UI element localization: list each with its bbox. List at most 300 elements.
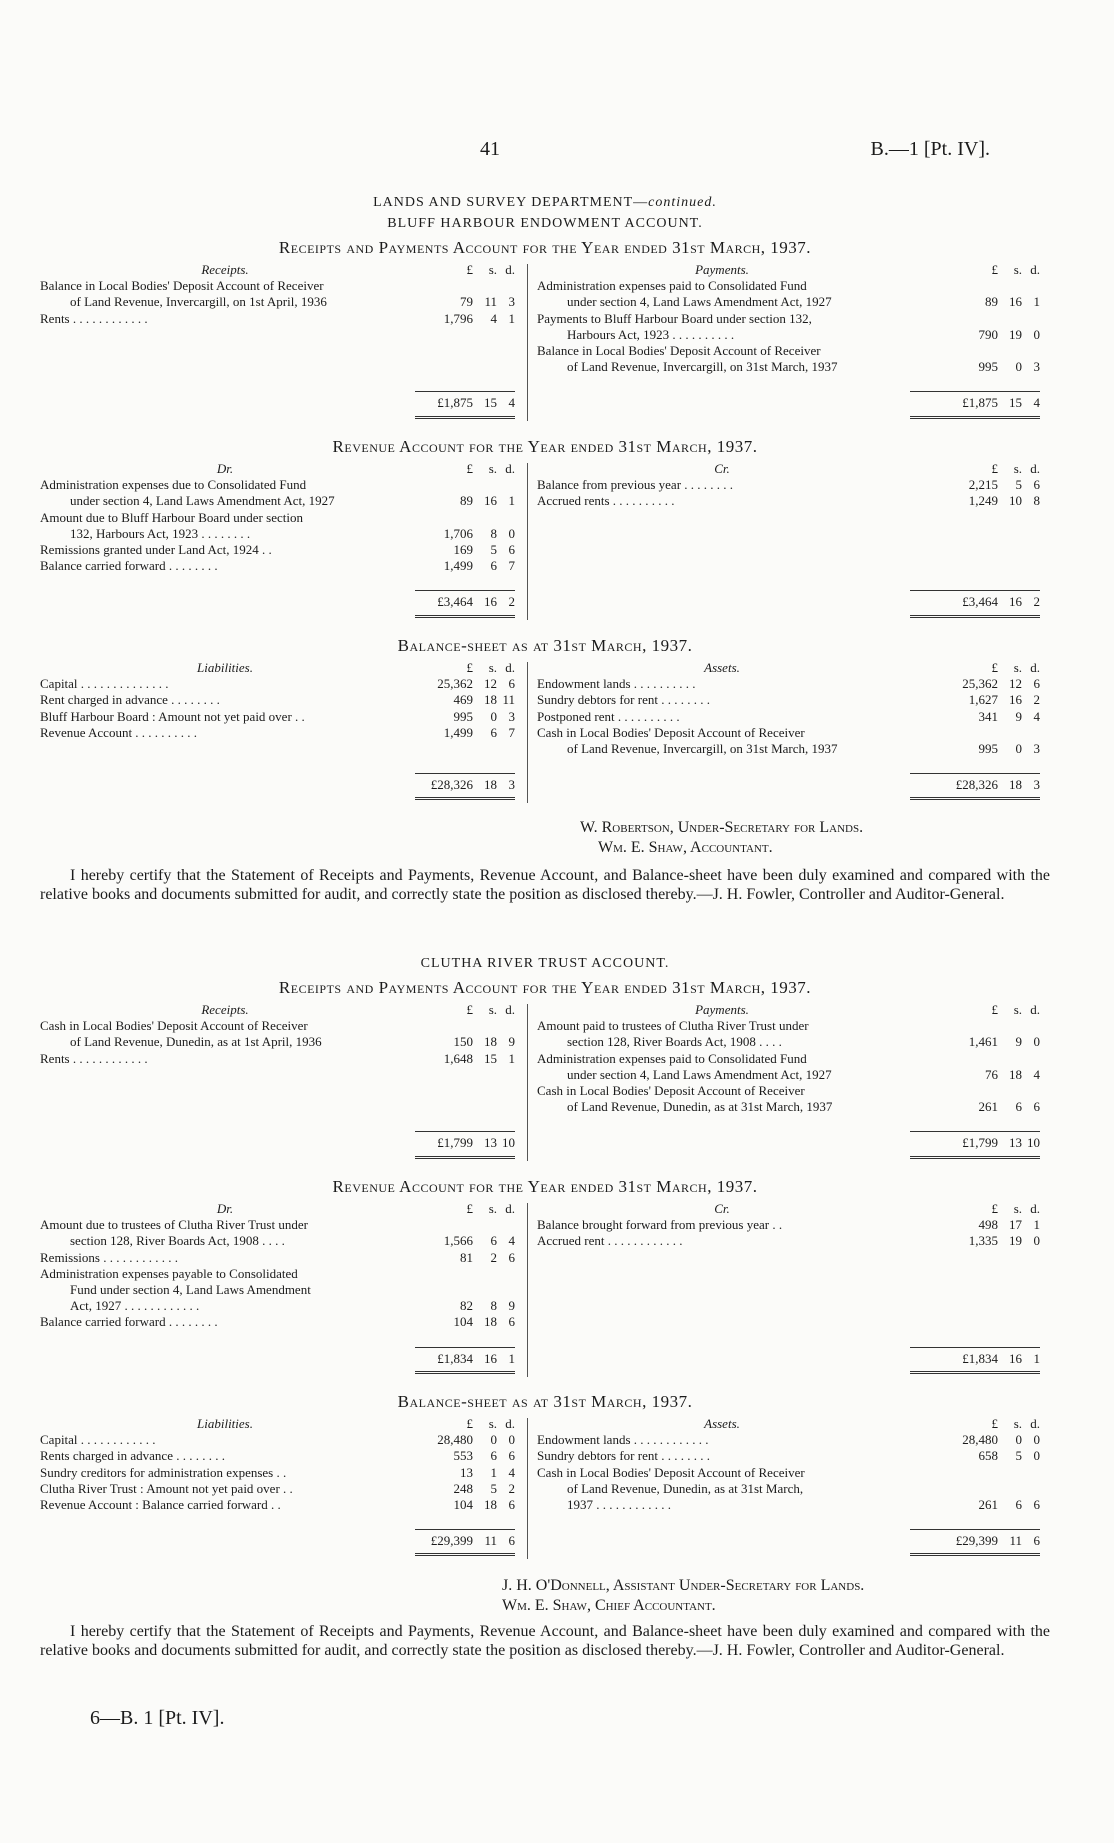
amount-p: £1,834	[962, 1350, 998, 1366]
amount-p: £	[991, 1002, 998, 1017]
amount-d: 6	[1033, 1099, 1040, 1115]
amount-d: 0	[508, 525, 515, 541]
amount-p: £	[991, 461, 998, 476]
entry-text: Balance carried forward . . . . . . . .	[40, 558, 218, 574]
amount-d: d.	[505, 461, 515, 476]
amount-d: 7	[508, 558, 515, 574]
entry-text: Harbours Act, 1923 . . . . . . . . . .	[567, 326, 735, 342]
amount-d: 6	[1033, 1496, 1040, 1512]
currency-heading	[415, 660, 515, 676]
amount-s: 5	[1015, 1448, 1022, 1464]
amount-d: 0	[1033, 326, 1040, 342]
entry-amount	[415, 1448, 515, 1464]
amount-s: s.	[488, 1201, 497, 1216]
amount-p: £	[466, 262, 473, 277]
column-heading: Dr.	[216, 1201, 234, 1216]
entry-amount	[910, 1448, 1040, 1464]
page-header	[40, 138, 1050, 168]
amount-d: d.	[1030, 660, 1040, 675]
entry-text: under section 4, Land Laws Amendment Act, 1927	[70, 493, 335, 509]
amount-p: 76	[985, 1066, 998, 1082]
entry-text: Cash in Local Bodies' Deposit Account of Receiver	[537, 1464, 805, 1480]
entry-amount	[415, 1298, 515, 1314]
left-entries	[40, 1002, 410, 1067]
currency-heading	[910, 461, 1040, 477]
amount-d: 1	[508, 1050, 515, 1066]
amount-p: 1,499	[443, 558, 473, 574]
bluff-receipts-payments-table	[40, 262, 1050, 421]
entry-text: Capital . . . . . . . . . . . . . .	[40, 676, 169, 692]
total-amount	[415, 391, 515, 418]
right-amounts	[910, 1002, 1040, 1151]
entry-amount	[910, 709, 1040, 725]
amount-d: 8	[1033, 493, 1040, 509]
amount-p: £	[466, 461, 473, 476]
entry-amount	[415, 526, 515, 542]
amount-spacer	[415, 278, 515, 294]
entry-text: section 128, River Boards Act, 1908 . . . .	[70, 1233, 285, 1249]
amount-spacer	[415, 1018, 515, 1034]
amount-p: £	[466, 1416, 473, 1431]
amount-s: 19	[1009, 326, 1022, 342]
amount-s: 15	[484, 1050, 497, 1066]
clutha-revenue-title: Revenue Account for the Year ended 31st March, 1937.	[332, 1177, 758, 1196]
amount-d: d.	[1030, 262, 1040, 277]
amount-s: 18	[1009, 777, 1022, 793]
amount-s: 15	[1009, 395, 1022, 411]
amount-p: 28,480	[962, 1432, 998, 1448]
amount-p: £3,464	[437, 594, 473, 610]
entry-text: Amount due to Bluff Harbour Board under section	[40, 509, 303, 525]
clutha-balance-sheet-table	[40, 1416, 1050, 1559]
left-amounts	[415, 1416, 515, 1549]
amount-d: 6	[508, 1314, 515, 1330]
amount-d: 9	[508, 1034, 515, 1050]
amount-d: 6	[508, 541, 515, 557]
signature-line: Wm. E. Shaw, Chief Accountant.	[502, 1597, 716, 1614]
amount-spacer	[910, 343, 1040, 359]
right-entries	[537, 461, 907, 510]
amount-spacer	[910, 278, 1040, 294]
currency-heading	[415, 1416, 515, 1432]
amount-p: 1,566	[443, 1233, 473, 1249]
entry-text: Revenue Account . . . . . . . . . .	[40, 724, 198, 740]
amount-p: 469	[453, 692, 473, 708]
column-heading: Assets.	[704, 1416, 740, 1431]
entry-text: Cash in Local Bodies' Deposit Account of Receiver	[40, 1018, 308, 1034]
amount-p: 28,480	[437, 1432, 473, 1448]
amount-s: s.	[488, 262, 497, 277]
entry-text: Balance in Local Bodies' Deposit Account of Receiver	[40, 278, 324, 294]
right-amounts	[910, 660, 1040, 793]
amount-p: £	[466, 660, 473, 675]
entry-amount	[910, 1233, 1040, 1249]
amount-p: 1,335	[968, 1233, 998, 1249]
amount-s: 8	[490, 525, 497, 541]
amount-s: 17	[1009, 1217, 1022, 1233]
amount-d: 3	[1033, 740, 1040, 756]
amount-s: s.	[1013, 1002, 1022, 1017]
amount-d: 7	[508, 724, 515, 740]
entry-text: of Land Revenue, Invercargill, on 31st March, 1937	[567, 359, 838, 375]
amount-s: 19	[1009, 1233, 1022, 1249]
page-number: 41	[480, 138, 500, 160]
amount-d: 6	[508, 1496, 515, 1512]
left-entries	[40, 660, 410, 741]
entry-text: Accrued rent . . . . . . . . . . . .	[537, 1233, 683, 1249]
entry-text: Bluff Harbour Board : Amount not yet paid over . .	[40, 708, 305, 724]
left-amounts	[415, 461, 515, 610]
right-entries	[537, 1416, 907, 1513]
entry-amount	[910, 359, 1040, 375]
left-amounts	[415, 262, 515, 411]
amount-s: 18	[1009, 1066, 1022, 1082]
entry-text: 132, Harbours Act, 1923 . . . . . . . .	[70, 525, 251, 541]
amount-p: £	[466, 1002, 473, 1017]
currency-heading	[910, 1002, 1040, 1018]
amount-spacer	[910, 1083, 1040, 1099]
currency-heading	[415, 262, 515, 278]
entry-amount	[415, 1497, 515, 1513]
amount-spacer	[910, 1018, 1040, 1034]
entry-text: Clutha River Trust : Amount not yet paid over . .	[40, 1480, 293, 1496]
column-heading: Payments.	[695, 1002, 749, 1017]
entry-text: Rents . . . . . . . . . . . .	[40, 310, 148, 326]
amount-s: 5	[490, 1480, 497, 1496]
amount-s: 4	[490, 310, 497, 326]
amount-s: s.	[1013, 660, 1022, 675]
amount-d: d.	[505, 660, 515, 675]
total-amount	[910, 590, 1040, 617]
amount-p: 1,648	[443, 1050, 473, 1066]
column-divider	[527, 1418, 528, 1559]
amount-d: d.	[505, 1416, 515, 1431]
entry-text: Fund under section 4, Land Laws Amendment	[70, 1281, 311, 1297]
amount-p: 261	[978, 1496, 998, 1512]
bluff-balance-sheet-table	[40, 660, 1050, 803]
entry-text: Endowment lands . . . . . . . . . .	[537, 676, 696, 692]
amount-p: 1,249	[968, 493, 998, 509]
total-amount	[910, 1131, 1040, 1158]
entry-amount	[910, 1034, 1040, 1050]
amount-d: 4	[508, 395, 515, 411]
right-amounts	[910, 1416, 1040, 1549]
amount-s: s.	[488, 1416, 497, 1431]
column-divider	[527, 463, 528, 620]
entry-text: Sundry debtors for rent . . . . . . . .	[537, 1448, 710, 1464]
amount-p: 790	[978, 326, 998, 342]
amount-s: 6	[1015, 1099, 1022, 1115]
total-amount	[910, 391, 1040, 418]
amount-d: 6	[1033, 1533, 1040, 1549]
right-entries	[537, 660, 907, 757]
left-amounts	[415, 1201, 515, 1366]
entry-text: Rents . . . . . . . . . . . .	[40, 1050, 148, 1066]
currency-heading	[910, 1201, 1040, 1217]
amount-s: 6	[490, 724, 497, 740]
entry-amount	[910, 741, 1040, 757]
total-amount	[415, 1529, 515, 1556]
entry-text: Administration expenses paid to Consolidated Fund	[537, 278, 807, 294]
amount-p: £28,326	[430, 777, 473, 793]
amount-p: 13	[460, 1464, 473, 1480]
entry-amount	[910, 1067, 1040, 1083]
page-signature-mark: 6—B. 1 [Pt. IV].	[90, 1707, 225, 1729]
amount-s: 16	[484, 594, 497, 610]
clutha-audit-certificate: I hereby certify that the Statement of Receipts and Payments, Revenue Account, and Balance-sheet have been duly examined and compared with the relative books and documents submitted for audit, and correctly state the position as disclosed thereby.—J. H. Fowler, Controller and Auditor-General.	[40, 1623, 1050, 1659]
column-divider	[527, 1004, 528, 1161]
entry-amount	[415, 725, 515, 741]
amount-s: 8	[490, 1298, 497, 1314]
entry-text: Postponed rent . . . . . . . . . .	[537, 708, 680, 724]
amount-d: 1	[508, 1350, 515, 1366]
right-amounts	[910, 262, 1040, 411]
amount-d: 3	[508, 777, 515, 793]
bluff-receipts-payments-title: Receipts and Payments Account for the Year ended 31st March, 1937.	[278, 238, 812, 257]
entry-amount	[415, 1250, 515, 1266]
amount-d: 2	[508, 1480, 515, 1496]
amount-s: 12	[1009, 676, 1022, 692]
entry-amount	[910, 493, 1040, 509]
entry-text: Amount due to trustees of Clutha River Trust under	[40, 1217, 308, 1233]
entry-text: Remissions . . . . . . . . . . . .	[40, 1249, 178, 1265]
bluff-account-title: BLUFF HARBOUR ENDOWMENT ACCOUNT.	[387, 216, 703, 231]
entry-text: Balance in Local Bodies' Deposit Account of Receiver	[537, 342, 821, 358]
entry-text: Balance carried forward . . . . . . . .	[40, 1314, 218, 1330]
amount-p: 1,499	[443, 724, 473, 740]
amount-p: 89	[985, 294, 998, 310]
amount-s: 13	[1009, 1135, 1022, 1151]
department-heading: LANDS AND SURVEY DEPARTMENT—continued.	[373, 195, 717, 210]
clutha-receipts-payments-title: Receipts and Payments Account for the Year ended 31st March, 1937.	[278, 978, 812, 997]
right-entries	[537, 262, 907, 375]
amount-d: 4	[508, 1233, 515, 1249]
entry-amount	[910, 692, 1040, 708]
amount-p: 79	[460, 294, 473, 310]
amount-s: 15	[484, 395, 497, 411]
amount-spacer	[415, 477, 515, 493]
total-amount	[415, 1131, 515, 1158]
total-amount	[910, 1347, 1040, 1374]
column-heading: Liabilities.	[197, 1416, 253, 1431]
amount-d: d.	[505, 262, 515, 277]
column-divider	[527, 662, 528, 803]
entry-text: Amount paid to trustees of Clutha River Trust under	[537, 1018, 809, 1034]
entry-text: under section 4, Land Laws Amendment Act, 1927	[567, 1066, 832, 1082]
amount-s: 5	[1015, 477, 1022, 493]
amount-d: 0	[508, 1432, 515, 1448]
column-heading: Receipts.	[201, 1002, 249, 1017]
amount-d: 4	[1033, 1066, 1040, 1082]
amount-s: 18	[484, 777, 497, 793]
entry-text: Revenue Account : Balance carried forward . .	[40, 1496, 281, 1512]
amount-p: 25,362	[437, 676, 473, 692]
column-divider	[527, 264, 528, 421]
amount-s: 18	[484, 1314, 497, 1330]
amount-s: s.	[1013, 262, 1022, 277]
right-amounts	[910, 1201, 1040, 1366]
left-entries	[40, 262, 410, 327]
amount-d: 1	[1033, 1217, 1040, 1233]
entry-amount	[910, 676, 1040, 692]
signature-line: Wm. E. Shaw, Accountant.	[598, 839, 773, 856]
left-entries	[40, 1416, 410, 1513]
amount-p: £	[991, 262, 998, 277]
entry-amount	[910, 477, 1040, 493]
amount-d: d.	[505, 1002, 515, 1017]
entry-text: Cash in Local Bodies' Deposit Account of Receiver	[537, 1082, 805, 1098]
bluff-signatures	[580, 818, 863, 858]
entry-text: Sundry debtors for rent . . . . . . . .	[537, 692, 710, 708]
amount-d: d.	[1030, 461, 1040, 476]
left-entries	[40, 461, 410, 574]
amount-d: d.	[1030, 1002, 1040, 1017]
amount-s: 5	[490, 541, 497, 557]
entry-text: Balance brought forward from previous year . .	[537, 1217, 783, 1233]
amount-spacer	[415, 510, 515, 526]
amount-p: 104	[453, 1314, 473, 1330]
amount-p: 104	[453, 1496, 473, 1512]
amount-p: £	[991, 660, 998, 675]
amount-p: £	[466, 1201, 473, 1216]
amount-d: 10	[502, 1135, 515, 1151]
entry-amount	[415, 493, 515, 509]
amount-s: 6	[490, 1233, 497, 1249]
amount-s: 10	[1009, 493, 1022, 509]
amount-d: 1	[508, 310, 515, 326]
amount-d: 0	[1033, 1432, 1040, 1448]
currency-heading	[415, 461, 515, 477]
amount-p: £1,875	[437, 395, 473, 411]
entry-text: section 128, River Boards Act, 1908 . . . .	[567, 1034, 782, 1050]
entry-text: Endowment lands . . . . . . . . . . . .	[537, 1432, 709, 1448]
amount-d: 6	[508, 676, 515, 692]
amount-p: 82	[460, 1298, 473, 1314]
amount-spacer	[910, 725, 1040, 741]
amount-p: 995	[978, 740, 998, 756]
amount-d: 4	[1033, 708, 1040, 724]
entry-text: Rents charged in advance . . . . . . . .	[40, 1448, 225, 1464]
right-amounts	[910, 461, 1040, 610]
column-heading: Cr.	[714, 1201, 730, 1216]
amount-s: 6	[490, 1448, 497, 1464]
document-reference: B.—1 [Pt. IV].	[870, 138, 990, 160]
entry-amount	[415, 542, 515, 558]
amount-p: 658	[978, 1448, 998, 1464]
entry-amount	[910, 1432, 1040, 1448]
amount-d: 1	[1033, 294, 1040, 310]
amount-p: 553	[453, 1448, 473, 1464]
signature-line: J. H. O'Donnell, Assistant Under-Secretary for Lands.	[502, 1577, 865, 1594]
entry-text: under section 4, Land Laws Amendment Act, 1927	[567, 294, 832, 310]
entry-text: of Land Revenue, Invercargill, on 31st March, 1937	[567, 740, 838, 756]
amount-d: 1	[508, 493, 515, 509]
amount-s: 11	[484, 1533, 497, 1549]
amount-d: 6	[508, 1448, 515, 1464]
amount-s: 0	[490, 708, 497, 724]
amount-p: 261	[978, 1099, 998, 1115]
entry-text: Administration expenses due to Consolidated Fund	[40, 477, 307, 493]
entry-amount	[415, 558, 515, 574]
currency-heading	[415, 1201, 515, 1217]
amount-s: 16	[1009, 594, 1022, 610]
amount-spacer	[415, 1282, 515, 1298]
amount-s: 18	[484, 1034, 497, 1050]
amount-d: 0	[1033, 1034, 1040, 1050]
amount-d: 6	[508, 1249, 515, 1265]
amount-p: 1,706	[443, 525, 473, 541]
entry-amount	[415, 709, 515, 725]
entry-amount	[415, 1233, 515, 1249]
amount-spacer	[415, 1217, 515, 1233]
amount-spacer	[910, 1481, 1040, 1497]
amount-d: 3	[1033, 359, 1040, 375]
amount-s: 11	[484, 294, 497, 310]
amount-s: 6	[1015, 1496, 1022, 1512]
amount-spacer	[910, 1051, 1040, 1067]
amount-spacer	[910, 1465, 1040, 1481]
amount-p: £	[991, 1201, 998, 1216]
total-amount	[910, 773, 1040, 800]
amount-d: 2	[1033, 594, 1040, 610]
amount-p: 995	[978, 359, 998, 375]
amount-spacer	[910, 311, 1040, 327]
amount-p: 248	[453, 1480, 473, 1496]
left-amounts	[415, 660, 515, 793]
amount-s: s.	[488, 1002, 497, 1017]
bluff-balance-sheet-title: Balance-sheet as at 31st March, 1937.	[397, 636, 693, 655]
amount-d: 0	[1033, 1233, 1040, 1249]
amount-d: 6	[1033, 676, 1040, 692]
amount-d: 2	[508, 594, 515, 610]
amount-s: 11	[1009, 1533, 1022, 1549]
amount-d: 4	[1033, 395, 1040, 411]
amount-s: 6	[490, 558, 497, 574]
currency-heading	[910, 660, 1040, 676]
amount-s: s.	[488, 461, 497, 476]
right-entries	[537, 1201, 907, 1250]
entry-amount	[910, 1099, 1040, 1115]
amount-s: 18	[484, 1496, 497, 1512]
clutha-balance-sheet-title: Balance-sheet as at 31st March, 1937.	[397, 1392, 693, 1411]
amount-p: 89	[460, 493, 473, 509]
entry-amount	[910, 1497, 1040, 1513]
entry-amount	[415, 311, 515, 327]
right-entries	[537, 1002, 907, 1115]
entry-amount	[415, 1314, 515, 1330]
entry-text: Accrued rents . . . . . . . . . .	[537, 493, 675, 509]
entry-amount	[415, 692, 515, 708]
entry-text: of Land Revenue, Dunedin, as at 1st April, 1936	[70, 1034, 322, 1050]
bluff-revenue-table	[40, 461, 1050, 620]
amount-s: 16	[1009, 294, 1022, 310]
entry-text: Sundry creditors for administration expenses . .	[40, 1464, 287, 1480]
amount-p: £1,834	[437, 1350, 473, 1366]
currency-heading	[910, 262, 1040, 278]
amount-d: d.	[505, 1201, 515, 1216]
amount-p: 1,461	[968, 1034, 998, 1050]
amount-s: 16	[484, 1350, 497, 1366]
entry-amount	[415, 676, 515, 692]
entry-text: Rent charged in advance . . . . . . . .	[40, 692, 220, 708]
entry-text: 1937 . . . . . . . . . . . .	[567, 1496, 671, 1512]
entry-text: Balance from previous year . . . . . . . .	[537, 477, 734, 493]
amount-p: 498	[978, 1217, 998, 1233]
amount-d: 9	[508, 1298, 515, 1314]
amount-d: 3	[1033, 777, 1040, 793]
amount-p: £1,799	[437, 1135, 473, 1151]
amount-p: 1,796	[443, 310, 473, 326]
